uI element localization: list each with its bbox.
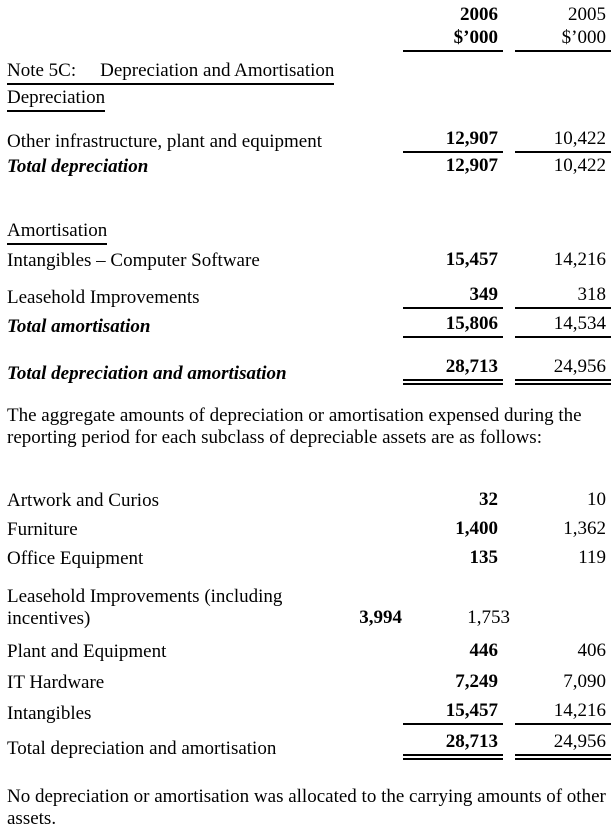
- depreciation-heading: Depreciation: [7, 87, 105, 112]
- table-row: [7, 518, 611, 541]
- row-value-2005: 10,422: [553, 155, 606, 176]
- row-value-2005: 7,090: [563, 671, 606, 692]
- table-row: [7, 586, 611, 630]
- table-row: [7, 155, 611, 178]
- row-value-2006: 1,400: [455, 518, 498, 539]
- row-label: Intangibles: [7, 703, 92, 724]
- row-value-2006: 15,457: [403, 700, 503, 725]
- row-label: Total depreciation and amortisation: [7, 363, 287, 384]
- row-value-2006: 12,907: [403, 128, 503, 153]
- table-row: [7, 671, 611, 694]
- row-label: Intangibles – Computer Software: [7, 250, 260, 271]
- row-value-2006: 15,457: [445, 249, 498, 270]
- column-header-unit-2006: $’000: [403, 27, 503, 52]
- table-row: [7, 128, 611, 153]
- row-value-2006: 12,907: [445, 155, 498, 176]
- table-row: [7, 489, 611, 512]
- row-label: Other infrastructure, plant and equipment: [7, 131, 322, 152]
- row-label: Leasehold Improvements: [7, 287, 200, 308]
- row-value-2006: 446: [469, 640, 498, 661]
- aggregate-paragraph: The aggregate amounts of depreciation or amortisation expensed during the reporting period for each subclass of depreciable assets are as follows:: [7, 405, 582, 448]
- footer-paragraph: No depreciation or amortisation was allocated to the carrying amounts of other assets.: [7, 786, 606, 829]
- row-value-2005: 10,422: [515, 128, 611, 153]
- row-value-2005: 14,534: [515, 313, 611, 338]
- table-row: [7, 284, 611, 309]
- row-label: Plant and Equipment: [7, 641, 167, 662]
- row-value-2005: 1,753: [467, 607, 510, 628]
- row-label: Total amortisation: [7, 316, 151, 337]
- table-row: [7, 640, 611, 663]
- row-value-2006: 135: [469, 547, 498, 568]
- row-label: IT Hardware: [7, 672, 105, 693]
- row-value-2006: 3,994: [359, 607, 402, 628]
- row-value-2006: 28,713: [403, 731, 503, 760]
- grand-total-row: [7, 356, 611, 385]
- subclass-total-row: [7, 731, 611, 760]
- row-value-2005: 10: [587, 489, 606, 510]
- table-row: [7, 700, 611, 725]
- column-header-year-2006: 2006: [460, 4, 498, 25]
- row-value-2005: 1,362: [563, 518, 606, 539]
- row-value-2005: 14,216: [553, 249, 606, 270]
- amortisation-heading-row: [7, 220, 611, 245]
- note-title-row: [7, 60, 611, 85]
- row-label: Artwork and Curios: [7, 490, 159, 511]
- column-header-units: [7, 27, 611, 52]
- row-label: Total depreciation and amortisation: [7, 738, 277, 759]
- row-label: Leasehold Improvements (including incentives): [7, 586, 283, 629]
- table-row: [7, 313, 611, 338]
- row-value-2006: 15,806: [403, 313, 503, 338]
- row-value-2005: 14,216: [515, 700, 611, 725]
- row-value-2006: 349: [403, 284, 503, 309]
- note-title-text: Depreciation and Amortisation: [100, 60, 335, 81]
- row-label: Total depreciation: [7, 156, 149, 177]
- row-value-2005: 406: [577, 640, 606, 661]
- column-header-year-2005: 2005: [568, 4, 606, 25]
- row-value-2006: 32: [479, 489, 498, 510]
- amortisation-heading: Amortisation: [7, 220, 107, 245]
- row-value-2006: 28,713: [403, 356, 503, 385]
- column-header-unit-2005: $’000: [515, 27, 611, 52]
- depreciation-heading-row: [7, 87, 611, 112]
- table-row: [7, 547, 611, 570]
- row-value-2005: 318: [515, 284, 611, 309]
- column-header-years: [7, 4, 611, 27]
- note-number: Note 5C:: [7, 60, 77, 81]
- note-title: [7, 60, 334, 85]
- row-value-2006: 7,249: [455, 671, 498, 692]
- row-label: Furniture: [7, 519, 78, 540]
- row-label: Office Equipment: [7, 548, 144, 569]
- table-row: [7, 249, 611, 272]
- row-value-2005: 24,956: [515, 731, 611, 760]
- row-value-2005: 24,956: [515, 356, 611, 385]
- row-value-2005: 119: [578, 547, 606, 568]
